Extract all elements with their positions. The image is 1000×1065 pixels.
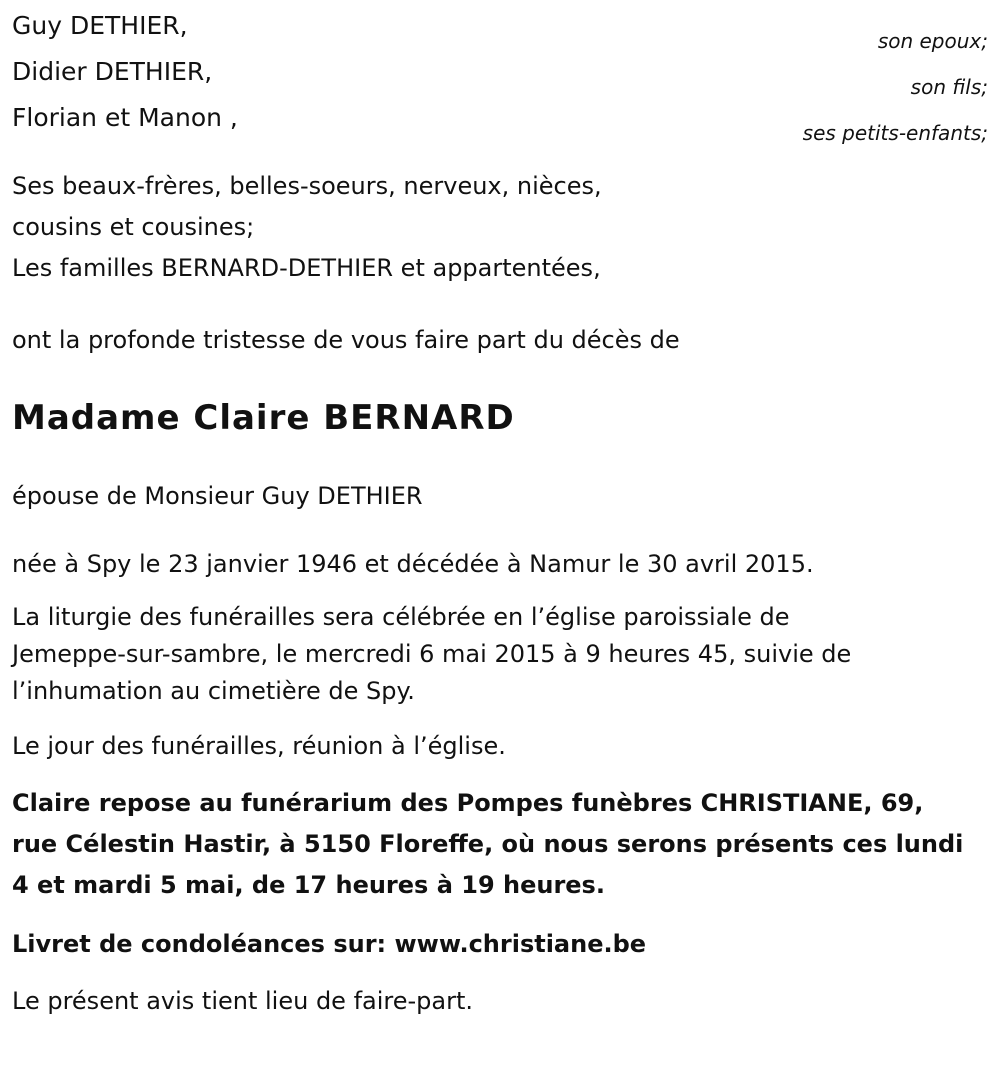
spacer <box>12 906 988 924</box>
relative-relation: son epoux; <box>877 29 988 53</box>
notice-text: Le présent avis tient lieu de faire-part. <box>12 987 474 1015</box>
reunion-text: Le jour des funérailles, réunion à l’église. <box>12 732 506 760</box>
relative-row <box>12 56 988 102</box>
relative-relation: son fils; <box>910 75 988 99</box>
spacer <box>12 581 988 599</box>
funerarium-line: 4 et mardi 5 mai, de 17 heures à 19 heures. <box>12 871 605 899</box>
funeral-line: Jemeppe-sur-sambre, le mercredi 6 mai 2015 à 9 heures 45, suivie de <box>12 640 852 668</box>
relative-name: Florian et Manon , <box>12 103 238 132</box>
relative-relation: ses petits-enfants; <box>802 121 988 145</box>
spacer <box>12 765 988 783</box>
relative-name: Guy DETHIER, <box>12 11 188 40</box>
spacer <box>12 965 988 983</box>
extended-family-line: Ses beaux-frères, belles-soeurs, nerveux, nièces, <box>12 172 602 200</box>
spacer <box>12 710 988 728</box>
funeral-line: La liturgie des funérailles sera célébrée en l’église paroissiale de <box>12 603 790 631</box>
condolences-link-text[interactable]: Livret de condoléances sur: www.christiane.be <box>12 930 647 958</box>
extended-family-line: cousins et cousines; <box>12 213 255 241</box>
spouse-of-text: épouse de Monsieur Guy DETHIER <box>12 482 423 510</box>
funerarium-line: Claire repose au funérarium des Pompes funèbres CHRISTIANE, 69, <box>12 789 924 817</box>
relative-name: Didier DETHIER, <box>12 57 213 86</box>
spacer <box>12 513 988 547</box>
spacer <box>12 148 988 166</box>
relative-row <box>12 10 988 56</box>
spacer <box>12 357 988 397</box>
extended-family-line: Les familles BERNARD-DETHIER et appartentées, <box>12 254 601 282</box>
spacer <box>12 439 988 479</box>
announcement-text: ont la profonde tristesse de vous faire part du décès de <box>12 326 680 354</box>
deceased-name: Madame Claire BERNARD <box>12 398 515 438</box>
funeral-line: l’inhumation au cimetière de Spy. <box>12 677 415 705</box>
relative-row <box>12 102 988 148</box>
birth-death-text: née à Spy le 23 janvier 1946 et décédée à Namur le 30 avril 2015. <box>12 550 814 578</box>
funerarium-line: rue Célestin Hastir, à 5150 Floreffe, où nous serons présents ces lundi <box>12 830 964 858</box>
spacer <box>12 289 988 323</box>
